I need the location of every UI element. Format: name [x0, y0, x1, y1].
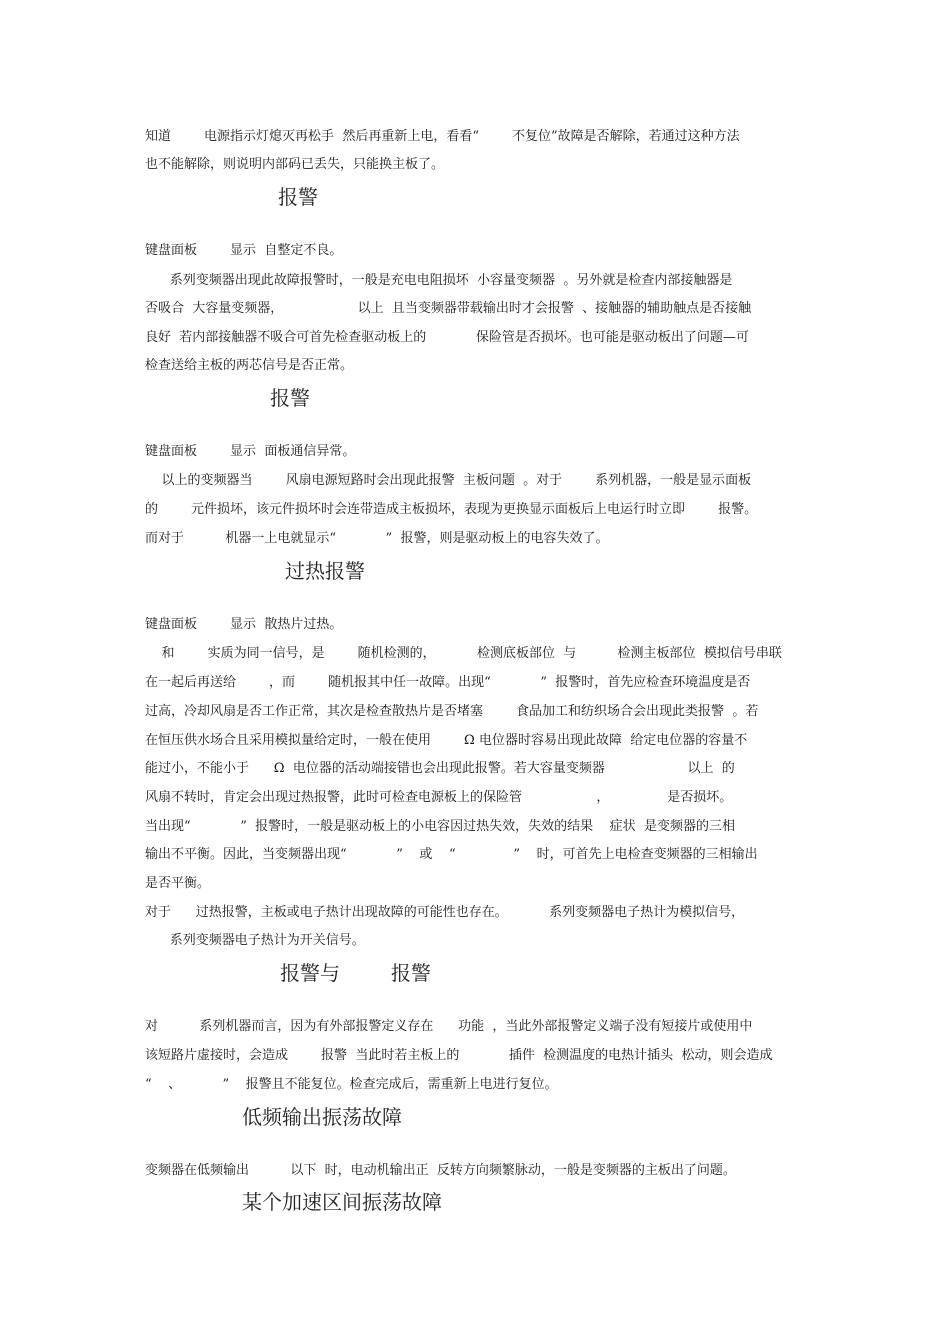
text-line: “ 、 ” 报警且不能复位。检查完成后，需重新上电进行复位。: [145, 1077, 558, 1092]
text-line: 对于 过热报警，主板或电子热计出现故障的可能性也存在。 系列变频器电子热计为模拟信号，: [145, 905, 745, 920]
section-heading-4: 报警与 报警: [280, 961, 431, 985]
text-line: 对 系列机器而言，因为有外部报警定义存在 功能 ，当此外部报警定义端子没有短接片或使用中: [145, 1019, 753, 1034]
text-line: 输出不平衡。因此，当变频器出现“ ” 或 “ ” 时，可首先上电检查变频器的三相输出: [145, 847, 758, 862]
section-heading-2: 报警: [270, 386, 310, 410]
text-line: 能过小，不能小于 Ω 电位器的活动端接错也会出现此报警。若大容量变频器 以上 的: [145, 761, 735, 776]
text-line: 的 元件损坏，该元件损坏时会连带造成主板损坏，表现为更换显示面板后上电运行时立即 报警。: [145, 502, 758, 517]
section-heading-3: 过热报警: [285, 559, 365, 583]
text-line: 和 实质为同一信号，是 随机检测的， 检测底板部位 与 检测主板部位 模拟信号串联: [145, 646, 782, 661]
text-line: 系列变频器电子热计为开关信号。: [145, 933, 365, 948]
text-line: 该短路片虚接时，会造成 报警 当此时若主板上的 插件 检测温度的电热计插头 松动，则会造成: [145, 1048, 773, 1063]
text-line: 系列变频器出现此故障报警时，一般是充电电阻损坏 小容量变频器 。另外就是检查内部接触器是: [145, 273, 733, 288]
text-line: 键盘面板 显示 散热片过热。: [145, 617, 343, 632]
text-line: 键盘面板 显示 自整定不良。: [145, 243, 343, 258]
text-line: 在一起后再送给 ，而 随机报其中任一故障。出现“ ” 报警时，首先应检查环境温度是否: [145, 675, 751, 690]
text-line: 良好 若内部接触器不吸合可首先检查驱动板上的 保险管是否损坏。也可能是驱动板出了问题—可: [145, 330, 749, 345]
text-line: 当出现“ ” 报警时，一般是驱动板上的小电容因过热失效，失效的结果 症状 是变频器的三相: [145, 819, 735, 834]
text-line: 在恒压供水场合且采用模拟量给定时，一般在使用 Ω 电位器时容易出现此故障 给定电位器的容量不: [145, 733, 748, 748]
text-line: 变频器在低频输出 以下 时，电动机输出正 反转方向频繁脉动，一般是变频器的主板出了问题。: [145, 1163, 736, 1178]
text-line: 否吸合 大容量变频器， 以上 且当变频器带载输出时才会报警 、接触器的辅助触点是否接触: [145, 301, 752, 316]
text-line: 过高，冷却风扇是否工作正常，其次是检查散热片是否堵塞 食品加工和纺织场合会出现此类报警 。若: [145, 704, 759, 719]
text-line: 检查送给主板的两芯信号是否正常。: [145, 358, 354, 373]
text-line: 风扇不转时，肯定会出现过热报警，此时可检查电源板上的保险管 ， 是否损坏。: [145, 790, 733, 805]
text-line: 知道 电源指示灯熄灭再松手 然后再重新上电，看看“ 不复位”故障是否解除，若通过这种方法: [145, 129, 740, 144]
section-heading-5: 低频输出振荡故障: [242, 1105, 402, 1129]
text-line: 以上的变频器当 风扇电源短路时会出现此报警 主板问题 。对于 系列机器，一般是显示面板: [145, 473, 752, 488]
text-line: 而对于 机器一上电就显示“ ” 报警，则是驱动板上的电容失效了。: [145, 531, 609, 546]
text-line: 键盘面板 显示 面板通信异常。: [145, 444, 356, 459]
section-heading-6: 某个加速区间振荡故障: [242, 1190, 442, 1214]
text-line: 也不能解除，则说明内部码已丢失，只能换主板了。: [145, 157, 445, 172]
section-heading-1: 报警: [278, 185, 318, 209]
text-line: 是否平衡。: [145, 876, 211, 891]
